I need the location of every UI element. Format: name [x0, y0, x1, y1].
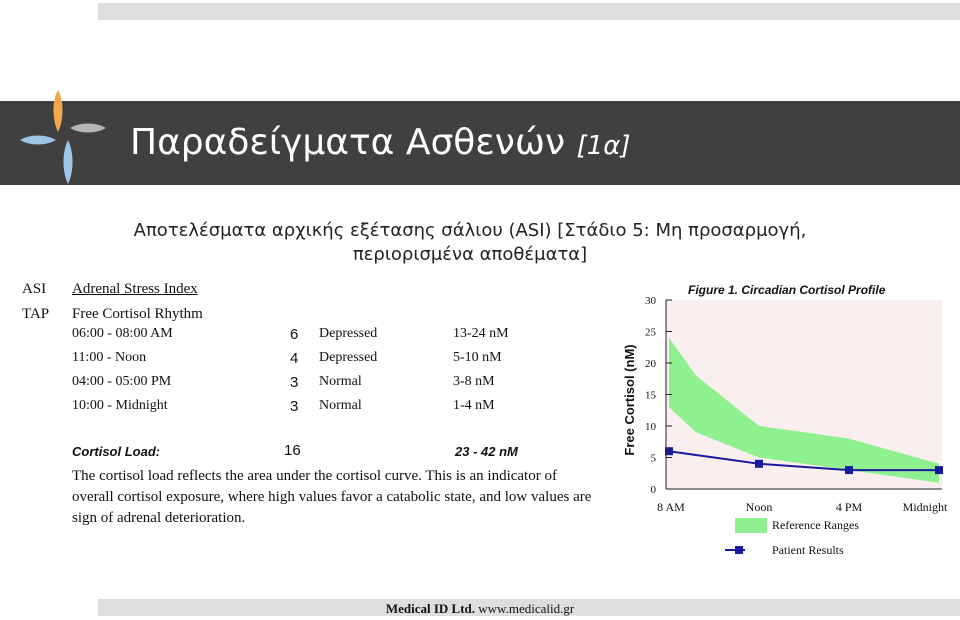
logo-petal-left	[20, 136, 56, 145]
logo-icon	[18, 88, 108, 188]
rhythm-row	[72, 326, 592, 346]
row-time: 04:00 - 05:00 PM	[72, 374, 172, 389]
y-axis-label: Free Cortisol (nM)	[622, 344, 637, 456]
y-tick-label: 15	[645, 389, 656, 402]
footer	[0, 601, 960, 617]
row-score: 4	[290, 350, 299, 367]
y-tick-label: 20	[645, 358, 656, 370]
logo-petal-right	[70, 124, 106, 133]
subtitle-line-1: Αποτελέσματα αρχικής εξέτασης σάλιου (ASI) [Στάδιο 5: Μη προσαρμογή,	[133, 220, 807, 241]
tap-code: TAP	[22, 306, 50, 322]
row-score: 3	[290, 374, 299, 391]
cortisol-load-value: 16	[284, 442, 301, 459]
row-time: 06:00 - 08:00 AM	[72, 326, 173, 341]
slide-title-suffix: [1α]	[576, 131, 631, 161]
y-tick-label: 30	[645, 295, 656, 307]
slide-title	[130, 122, 631, 163]
tap-title: Free Cortisol Rhythm	[72, 306, 203, 322]
row-range: 1-4 nM	[453, 398, 495, 413]
rhythm-row	[72, 398, 592, 418]
row-range: 13-24 nM	[453, 326, 509, 341]
legend-swatch-reference	[735, 518, 767, 533]
y-tick-label: 5	[650, 452, 656, 465]
slide-title-text: Παραδείγματα Ασθενών	[130, 122, 566, 163]
rhythm-row	[72, 350, 592, 370]
x-tick-label: 8 AM	[657, 500, 685, 514]
patient-result-point	[935, 466, 943, 474]
x-tick-label: Midnight	[902, 500, 948, 514]
rhythm-row	[72, 374, 592, 394]
chart-title: Figure 1. Circadian Cortisol Profile	[688, 283, 886, 297]
x-tick-label: 4 PM	[835, 500, 863, 514]
row-range: 5-10 nM	[453, 350, 502, 365]
cortisol-load-range: 23 - 42 nM	[455, 444, 518, 459]
y-tick-label: 10	[645, 421, 656, 433]
row-status: Depressed	[319, 326, 378, 341]
asi-code: ASI	[22, 281, 47, 297]
footer-website: www.medicalid.gr	[478, 601, 575, 616]
top-decor-bar	[98, 3, 960, 20]
legend-label-reference: Reference Ranges	[772, 518, 859, 532]
patient-result-point	[755, 460, 763, 468]
x-tick-label: Noon	[745, 500, 773, 514]
patient-result-point	[845, 466, 853, 474]
row-time: 11:00 - Noon	[72, 350, 147, 365]
cortisol-load-label: Cortisol Load:	[72, 444, 161, 459]
subtitle-line-2: περιορισμένα αποθέματα]	[352, 244, 588, 265]
row-time: 10:00 - Midnight	[72, 398, 168, 413]
legend-marker-patient	[735, 546, 743, 554]
logo-petal-bottom	[64, 140, 73, 184]
row-range: 3-8 nM	[453, 374, 495, 389]
row-status: Normal	[319, 398, 362, 413]
y-tick-label: 25	[645, 326, 656, 339]
cortisol-chart	[612, 280, 957, 570]
cortisol-description: The cortisol load reflects the area under the cortisol curve. This is an indicator of overall cortisol exposure, where high values favor a catabolic state, and low values are sign of adrenal deterioration.	[72, 468, 592, 526]
row-status: Depressed	[319, 350, 378, 365]
row-status: Normal	[319, 374, 362, 389]
legend-label-patient: Patient Results	[772, 543, 844, 557]
asi-title: Adrenal Stress Index	[72, 281, 198, 297]
footer-company: Medical ID Ltd.	[385, 601, 476, 616]
row-score: 3	[290, 398, 299, 415]
row-score: 6	[290, 326, 299, 343]
slide-subtitle	[100, 219, 840, 267]
y-tick-label: 0	[650, 484, 656, 496]
logo-petal-top	[54, 90, 63, 132]
